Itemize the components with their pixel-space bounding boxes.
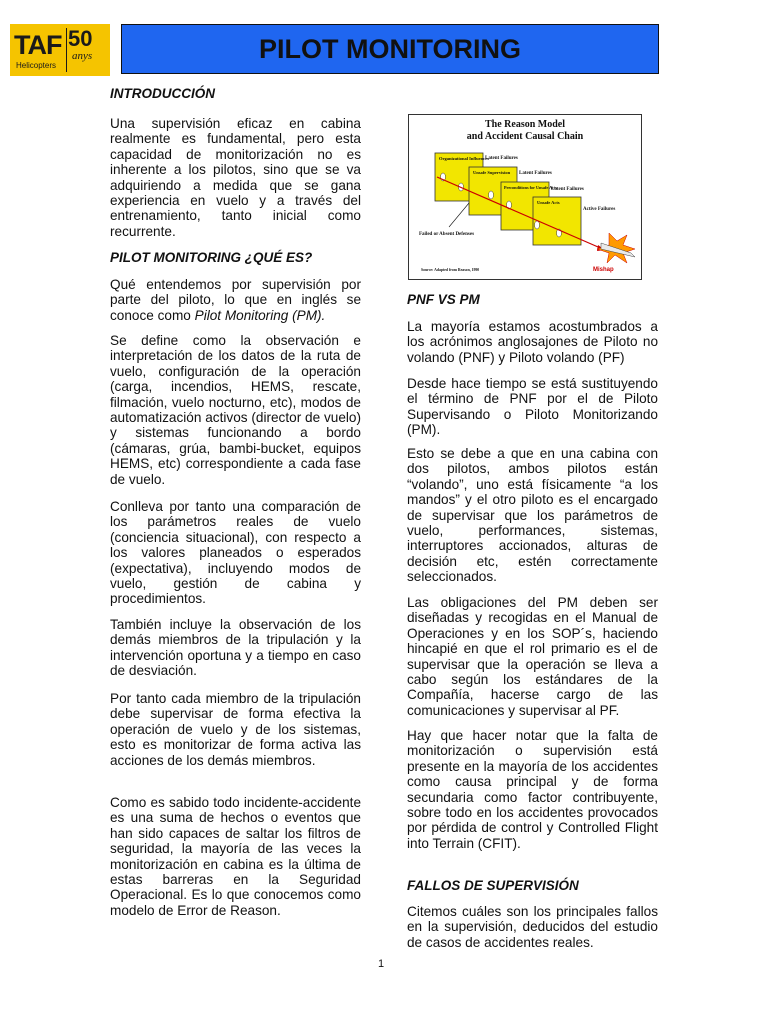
fallos-heading: FALLOS DE SUPERVISIÓN [407, 878, 579, 893]
pm-heading: PILOT MONITORING ¿QUÉ ES? [110, 250, 313, 265]
label-latent-failures-2: Latent Failures [519, 171, 552, 176]
figure-title-line2: and Accident Causal Chain [466, 131, 584, 142]
page-number: 1 [378, 958, 385, 970]
pnf-paragraph-4: Las obligaciones del PM deben ser diseñadas y recogidas en el Manual de Operaciones y en los SOP´s, haciendo hincapié en que el rol primario es el de supervisar que la operación se lleva a cabo según los estándares de la Compañía, hacerse cargo de las comunicaciones y supervisar al PF. [407, 595, 658, 718]
label-mishap: Mishap [593, 267, 614, 273]
pm-paragraph-2: Se define como la observación e interpretación de los datos de la ruta de vuelo, configuración de la operación (carga, incendios, HEMS, rescate, filmación, vuelo nocturno, etc), modos de automatización activos (director de vuelo) y sistemas funcionando a bordo (cámaras, grúa, bambi-bucket, equipos HEMS, etc) correspondiente a cada fase de vuelo. [110, 333, 361, 487]
pnf-paragraph-5: Hay que hacer notar que la falta de monitorización o supervisión está presente en la mayoría de los accidentes como causa principal y de forma secundaria como factor contribuyente, sobre todo en los accidentes provocados por pérdida de control y Controlled Flight into Terrain (CFIT). [407, 728, 658, 851]
pm-paragraph-3: Conlleva por tanto una comparación de los parámetros reales de vuelo (conciencia situacional), con respecto a los valores planeados o esperados (expectativa), incluyendo modos de vuelo, gestión de cabina y procedimientos. [110, 499, 361, 607]
label-active-failures: Active Failures [583, 207, 616, 212]
fallos-paragraph-1: Citemos cuáles son los principales fallos en la supervisión, deducidos del estudio de casos de accidentes reales. [407, 904, 658, 950]
pm-paragraph-6: Como es sabido todo incidente-accidente es una suma de hechos o eventos que han sido capaces de saltar los filtros de seguridad, la mayoría de las veces la monitorización en cabina es la última de estas barreras en la Seguridad Operacional. Es lo que conocemos como modelo de Error de Reason. [110, 795, 361, 918]
label-latent-failures-1: Latent Failures [485, 156, 518, 161]
taf-logo [10, 24, 110, 76]
pm-paragraph-1-text: Qué entendemos por supervisión por parte del piloto, lo que en inglés se conoce como [110, 277, 361, 323]
figure-title-line1: The Reason Model [485, 119, 565, 130]
reason-model-figure [408, 114, 642, 280]
page-title: PILOT MONITORING [259, 33, 521, 64]
pnf-paragraph-2: Desde hace tiempo se está sustituyendo el término de PNF por el de Piloto Supervisando o Piloto Monitorizando (PM). [407, 376, 658, 438]
logo-anniversary-word: anys [72, 50, 93, 62]
hole [535, 221, 540, 229]
logo-brand: TAF [14, 30, 62, 60]
defenses-pointer [449, 203, 469, 227]
label-latent-failures-3: Latent Failures [551, 187, 584, 192]
label-failed-defenses: Failed or Absent Defenses [419, 232, 475, 237]
intro-heading: INTRODUCCIÓN [110, 86, 215, 101]
hole [489, 191, 494, 199]
pm-paragraph-4: También incluye la observación de los demás miembros de la tripulación y la intervención oportuna y a tiempo en caso de desviación. [110, 617, 361, 679]
pnf-heading: PNF VS PM [407, 292, 480, 307]
box2-label: Unsafe Supervision [473, 170, 511, 175]
box1-label: Organizational Influences [439, 156, 489, 161]
box3-label: Preconditions for Unsafe Acts [504, 185, 557, 190]
reason-model-diagram [409, 115, 641, 279]
intro-paragraph: Una supervisión eficaz en cabina realmente es fundamental, pero esta capacidad de monitorización no es inherente a los pilotos, sino que se va adquiriendo a medida que se gana experiencia en vuelo y a través del entrenamiento, tanto inicial como recurrente. [110, 116, 361, 239]
figure-source: Source: Adapted from Reason, 1990 [421, 268, 480, 272]
title-bar [121, 24, 659, 74]
logo-anniversary-number: 50 [68, 26, 93, 51]
pm-paragraph-1 [110, 277, 361, 323]
logo-subtitle: Helicopters [16, 61, 57, 70]
pm-paragraph-1-italic: Pilot Monitoring (PM). [194, 307, 326, 323]
box4-label: Unsafe Acts [537, 200, 560, 205]
logo-divider [66, 28, 67, 72]
pnf-paragraph-3: Esto se debe a que en una cabina con dos pilotos, ambos pilotos están “volando”, uno está físicamente “a los mandos” y el otro piloto es el encargado de supervisar que los parámetros de vuelo, performances, sistemas, interruptores accionados, alturas de decisión etc, estén correctamente seleccionados. [407, 446, 658, 585]
pnf-paragraph-1: La mayoría estamos acostumbrados a los acrónimos anglosajones de Piloto no volando (PNF) y Piloto volando (PF) [407, 319, 658, 365]
pm-paragraph-5: Por tanto cada miembro de la tripulación debe supervisar de forma efectiva la operación de vuelo y de los sistemas, esto es monitorizar de forma activa las acciones de los demás miembros. [110, 691, 361, 768]
